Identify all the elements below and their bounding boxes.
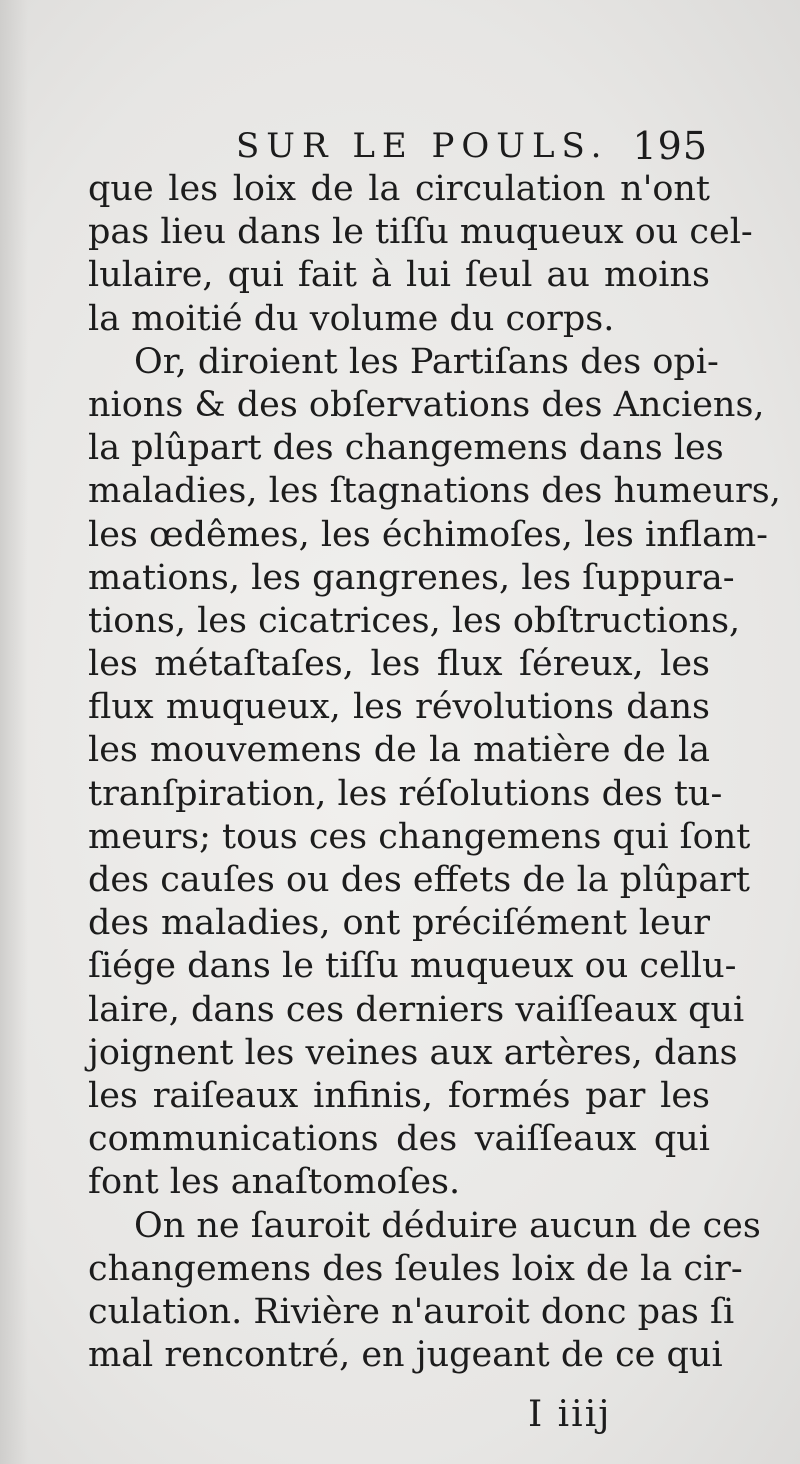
text-line: des cauſes ou des effets de la plûpart <box>88 860 750 900</box>
text-line: maladies, les ſtagnations des humeurs, <box>88 471 781 512</box>
text-line: changemens des ſeules loix de la cir- <box>88 1248 743 1289</box>
text-line: lulaire, qui fait à lui ſeul au moins <box>88 255 710 296</box>
text-line: des maladies, ont préciſément leur <box>88 903 710 944</box>
text-line: la moitié du volume du corps. <box>88 298 615 339</box>
text-line: les raiſeaux infinis, formés par les <box>88 1075 710 1116</box>
text-line: les œdêmes, les échimoſes, les inflam- <box>88 514 768 555</box>
text-line: culation. Rivière n'auroit donc pas ſi <box>88 1291 735 1332</box>
text-line: meurs; tous ces changemens qui ſont <box>88 816 751 857</box>
text-line: communications des vaiſſeaux qui <box>88 1119 710 1160</box>
text-line: joignent les veines aux artères, dans <box>88 1032 738 1073</box>
text-line: les métaſtaſes, les flux ſéreux, les <box>88 644 710 685</box>
text-line: font les anaſtomoſes. <box>88 1162 461 1203</box>
text-line: Or, diroient les Partiſans des opi- <box>134 341 719 382</box>
text-line: mations, les gangrenes, les ſuppura- <box>88 557 735 598</box>
signature-mark: I iiij <box>528 1394 612 1435</box>
text-line: tions, les cicatrices, les obſtructions, <box>88 600 741 641</box>
text-line: mal rencontré, en jugeant de ce qui <box>88 1335 723 1376</box>
page-number: 195 <box>632 124 708 168</box>
text-line: tranſpiration, les réſolutions des tu- <box>88 773 723 814</box>
text-line: pas lieu dans le tiſſu muqueux ou cel- <box>88 212 753 253</box>
running-head: SUR LE POULS. <box>236 126 609 166</box>
gutter-shadow <box>0 0 28 1464</box>
text-line: ſiége dans le tiſſu muqueux ou cellu- <box>88 946 737 987</box>
text-line: que les loix de la circulation n'ont <box>88 169 710 209</box>
body-text <box>88 168 781 1377</box>
text-line: On ne ſauroit déduire aucun de ces <box>134 1205 761 1246</box>
page-header <box>236 126 710 174</box>
text-line: les mouvemens de la matière de la <box>88 730 710 771</box>
text-line: laire, dans ces derniers vaiſſeaux qui <box>88 989 745 1030</box>
text-line: flux muqueux, les révolutions dans <box>88 687 710 728</box>
text-line: la plûpart des changemens dans les <box>88 428 724 469</box>
text-line: nions & des obſervations des Anciens, <box>88 384 765 425</box>
